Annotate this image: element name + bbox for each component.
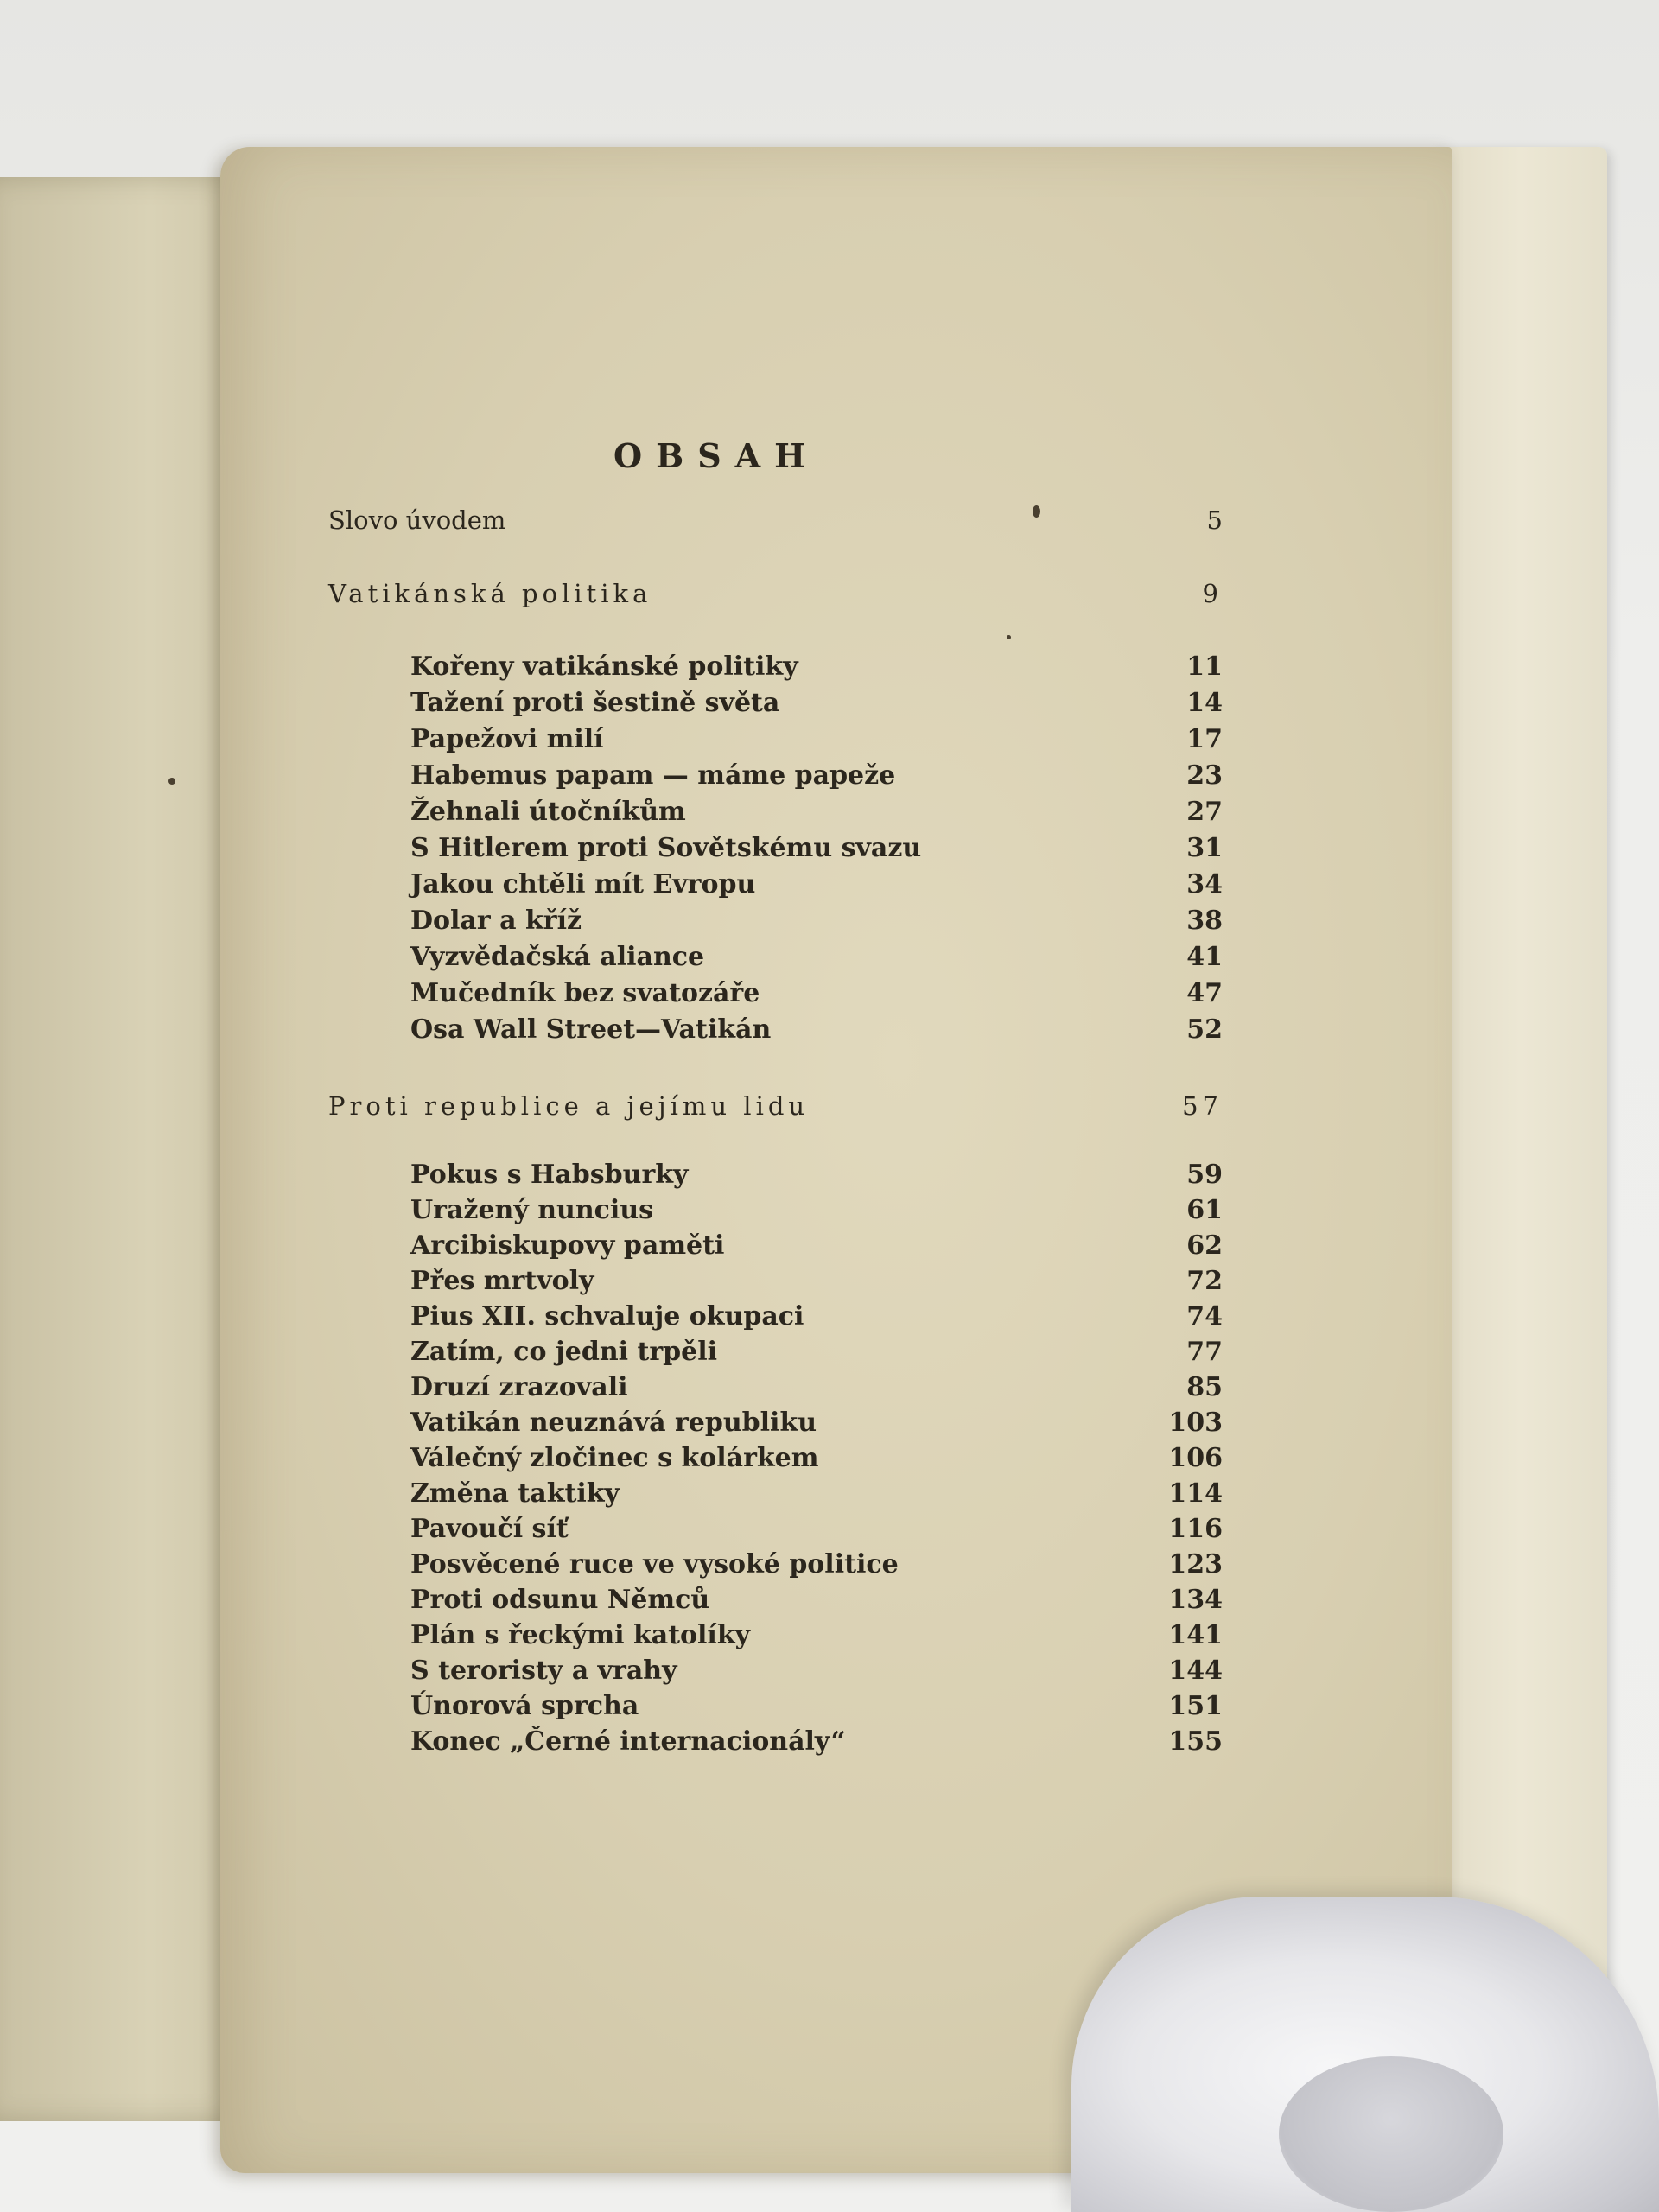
toc-entry-page: 72 <box>1186 1266 1223 1296</box>
toc-entry-label: Vatikánská politika <box>328 579 652 608</box>
toc-entry-label: Mučedník bez svatozáře <box>410 978 760 1008</box>
toc-entry-label: Dolar a kříž <box>410 906 582 936</box>
toc-entry-page: 52 <box>1186 1014 1223 1045</box>
table-of-contents <box>220 147 1452 2173</box>
page-stack <box>1434 147 1607 2169</box>
toc-entry-label: Přes mrtvoly <box>410 1266 594 1296</box>
toc-entry-label: Pokus s Habsburky <box>410 1160 689 1190</box>
toc-entry <box>410 1441 1223 1476</box>
toc-entry-page: 57 <box>1182 1091 1223 1121</box>
toc-entry-page: 155 <box>1168 1726 1223 1757</box>
toc-entry-label: Zatím, co jedni trpěli <box>410 1337 718 1367</box>
toc-entry-label: Jakou chtěli mít Evropu <box>410 869 756 899</box>
paper-speck <box>1007 635 1011 639</box>
toc-entry-page: 34 <box>1186 869 1223 899</box>
toc-entry-page: 114 <box>1168 1478 1223 1509</box>
toc-entry <box>410 904 1223 938</box>
toc-entry <box>410 1689 1223 1724</box>
toc-entry-label: Papežovi milí <box>410 724 604 754</box>
toc-entry <box>410 1300 1223 1334</box>
toc-entry-page: 41 <box>1186 942 1223 972</box>
toc-entry-label: Posvěcené ruce ve vysoké politice <box>410 1549 899 1580</box>
toc-entry <box>410 1013 1223 1047</box>
toc-entry-page: 144 <box>1168 1656 1223 1686</box>
page-title: OBSAH <box>613 436 820 475</box>
toc-entry-label: Únorová sprcha <box>410 1691 639 1721</box>
toc-entry <box>410 1193 1223 1228</box>
paper-speck <box>1033 505 1040 518</box>
toc-entry <box>410 831 1223 866</box>
toc-entry-page: 17 <box>1186 724 1223 754</box>
toc-entry <box>410 1583 1223 1618</box>
toc-entry <box>410 1618 1223 1653</box>
toc-entry-page: 103 <box>1168 1408 1223 1438</box>
book-page <box>220 147 1452 2173</box>
toc-entry-page: 61 <box>1186 1195 1223 1225</box>
toc-entry-page: 151 <box>1168 1691 1223 1721</box>
toc-entry-label: Slovo úvodem <box>328 505 506 535</box>
toc-entry-label: Pius XII. schvaluje okupaci <box>410 1301 804 1332</box>
toc-entry-label: Proti odsunu Němců <box>410 1585 710 1615</box>
toc-entry-label: Změna taktiky <box>410 1478 620 1509</box>
toc-entry-label: Tažení proti šestině světa <box>410 688 780 718</box>
toc-entry <box>410 940 1223 975</box>
toc-entry <box>410 868 1223 902</box>
toc-entry <box>328 503 1223 537</box>
toc-entry-page: 106 <box>1168 1443 1223 1473</box>
toc-entry <box>410 1229 1223 1263</box>
toc-entry-label: Uražený nuncius <box>410 1195 654 1225</box>
toc-entry <box>410 650 1223 684</box>
paper-speck <box>168 778 175 785</box>
toc-entry <box>410 1158 1223 1192</box>
toc-entry <box>410 1654 1223 1688</box>
toc-entry <box>410 1370 1223 1405</box>
toc-entry <box>410 1512 1223 1547</box>
thumb-glove-fold <box>1279 2056 1503 2212</box>
toc-entry-label: Proti republice a jejímu lidu <box>328 1091 810 1121</box>
toc-entry-label: Vyzvědačská aliance <box>410 942 705 972</box>
toc-entry-label: Vatikán neuznává republiku <box>410 1408 817 1438</box>
toc-entry <box>410 795 1223 830</box>
toc-entry-page: 74 <box>1186 1301 1223 1332</box>
toc-entry <box>410 1335 1223 1370</box>
toc-entry-label: Habemus papam — máme papeže <box>410 760 896 791</box>
toc-entry-page: 5 <box>1206 505 1223 535</box>
toc-entry-label: Válečný zločinec s kolárkem <box>410 1443 819 1473</box>
toc-entry <box>410 1406 1223 1440</box>
toc-entry <box>410 686 1223 721</box>
toc-entry-label: S Hitlerem proti Sovětskému svazu <box>410 833 922 863</box>
toc-section-heading <box>328 576 1223 611</box>
toc-entry-label: Konec „Černé internacionály“ <box>410 1726 846 1757</box>
toc-entry-page: 59 <box>1186 1160 1223 1190</box>
toc-entry-page: 141 <box>1168 1620 1223 1650</box>
toc-entry-page: 77 <box>1186 1337 1223 1367</box>
toc-entry-label: Pavoučí síť <box>410 1514 569 1544</box>
toc-entry-page: 9 <box>1202 579 1223 608</box>
toc-entry-page: 62 <box>1186 1230 1223 1261</box>
toc-entry-label: Žehnali útočníkům <box>410 797 686 827</box>
toc-entry-label: Arcibiskupovy paměti <box>410 1230 725 1261</box>
toc-section-heading <box>328 1089 1223 1123</box>
toc-entry <box>410 1264 1223 1299</box>
toc-entry <box>410 722 1223 757</box>
toc-entry <box>410 1548 1223 1582</box>
toc-entry <box>410 759 1223 793</box>
toc-entry-page: 11 <box>1186 652 1223 682</box>
toc-entry <box>410 1477 1223 1511</box>
toc-entry-page: 47 <box>1186 978 1223 1008</box>
toc-entry-page: 116 <box>1168 1514 1223 1544</box>
toc-entry-page: 85 <box>1186 1372 1223 1402</box>
toc-entry-page: 23 <box>1186 760 1223 791</box>
toc-entry-page: 14 <box>1186 688 1223 718</box>
toc-entry-page: 38 <box>1186 906 1223 936</box>
toc-entry-label: Druzí zrazovali <box>410 1372 628 1402</box>
toc-entry-page: 27 <box>1186 797 1223 827</box>
toc-entry-label: S teroristy a vrahy <box>410 1656 677 1686</box>
toc-entry-label: Osa Wall Street—Vatikán <box>410 1014 772 1045</box>
left-page <box>0 177 251 2121</box>
toc-entry-label: Plán s řeckými katolíky <box>410 1620 751 1650</box>
toc-entry-label: Kořeny vatikánské politiky <box>410 652 798 682</box>
toc-entry <box>410 1725 1223 1759</box>
toc-entry <box>410 976 1223 1011</box>
toc-entry-page: 134 <box>1168 1585 1223 1615</box>
toc-entry-page: 31 <box>1186 833 1223 863</box>
toc-entry-page: 123 <box>1168 1549 1223 1580</box>
